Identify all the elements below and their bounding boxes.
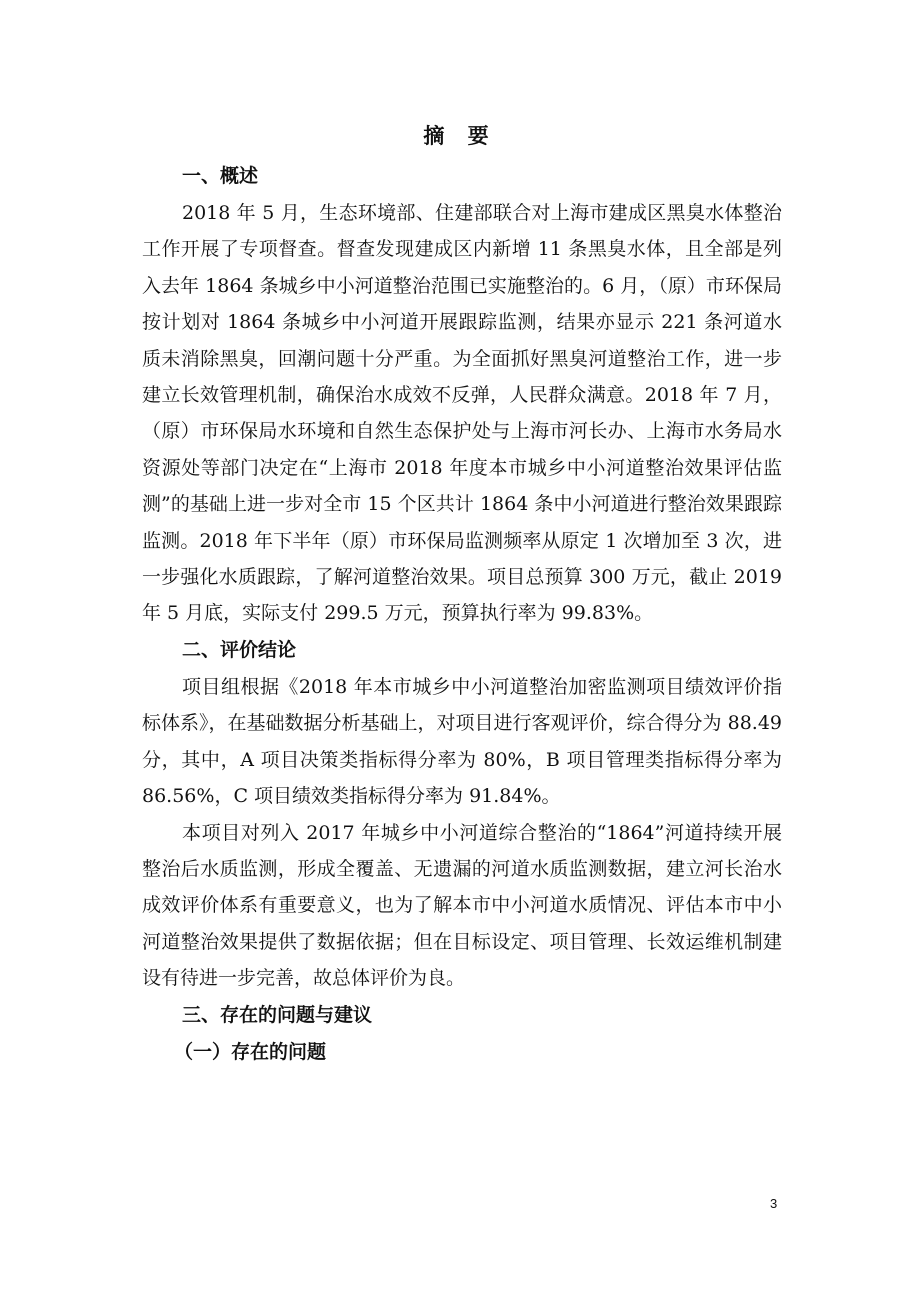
section-heading-conclusion: 二、评价结论 bbox=[182, 638, 297, 661]
subsection-heading-issues: （一）存在的问题 bbox=[174, 1040, 327, 1063]
section-heading-overview: 一、概述 bbox=[182, 165, 259, 187]
overview-paragraph: 2018 年 5 月，生态环境部、住建部联合对上海市建成区黑臭水体整治工作开展了专项督查。督查发现建成区内新增 11 条黑臭水体，且全部是列入去年 1864 条城乡中小河道整治范围已实施整治的。6 月，（原）市环保局按计划对 1864 条城乡中小河道开展跟踪监测，结果亦显示 221 条河道水质未消除黑臭，回潮问题十分严重。为全面抓好黑臭河道整治工作，进一步建立长效管理机制，确保治水成效不反弹，人民群众满意。2018 年 7 月，（原）市环保局水环境和自然生态保护处与上海市河长办、上海市水务局水资源处等部门决定在“上海市 2018 年度本市城乡中小河道整治效果评估监测”的基础上进一步对全市 15 个区共计 1864 条中小河道进行整治效果跟踪监测。2018 年下半年（原）市环保局监测频率从原定 1 次增加至 3 次，进一步强化水质跟踪，了解河道整治效果。项目总预算 300 万元，截止 2019 年 5 月底，实际支付 299.5 万元，预算执行率为 99.83%。 bbox=[142, 202, 782, 625]
page-number: 3 bbox=[770, 1196, 778, 1211]
page-title: 摘 要 bbox=[423, 124, 497, 148]
section-heading-issues: 三、存在的问题与建议 bbox=[182, 1003, 373, 1026]
document-body bbox=[142, 158, 782, 1071]
conclusion-paragraph-1: 项目组根据《2018 年本市城乡中小河道整治加密监测项目绩效评价指标体系》，在基础数据分析基础上，对项目进行客观评价，综合得分为 88.49 分，其中，A 项目决策类指标得分率为 80%，B 项目管理类指标得分率为 86.56%，C 项目绩效类指标得分率为 91.84%。 bbox=[142, 675, 782, 808]
conclusion-paragraph-2: 本项目对列入 2017 年城乡中小河道综合整治的“1864”河道持续开展整治后水质监测，形成全覆盖、无遗漏的河道水质监测数据，建立河长治水成效评价体系有重要意义，也为了解本市中小河道水质情况、评估本市中小河道整治效果提供了数据依据；但在目标设定、项目管理、长效运维机制建设有待进一步完善，故总体评价为良。 bbox=[142, 821, 782, 990]
